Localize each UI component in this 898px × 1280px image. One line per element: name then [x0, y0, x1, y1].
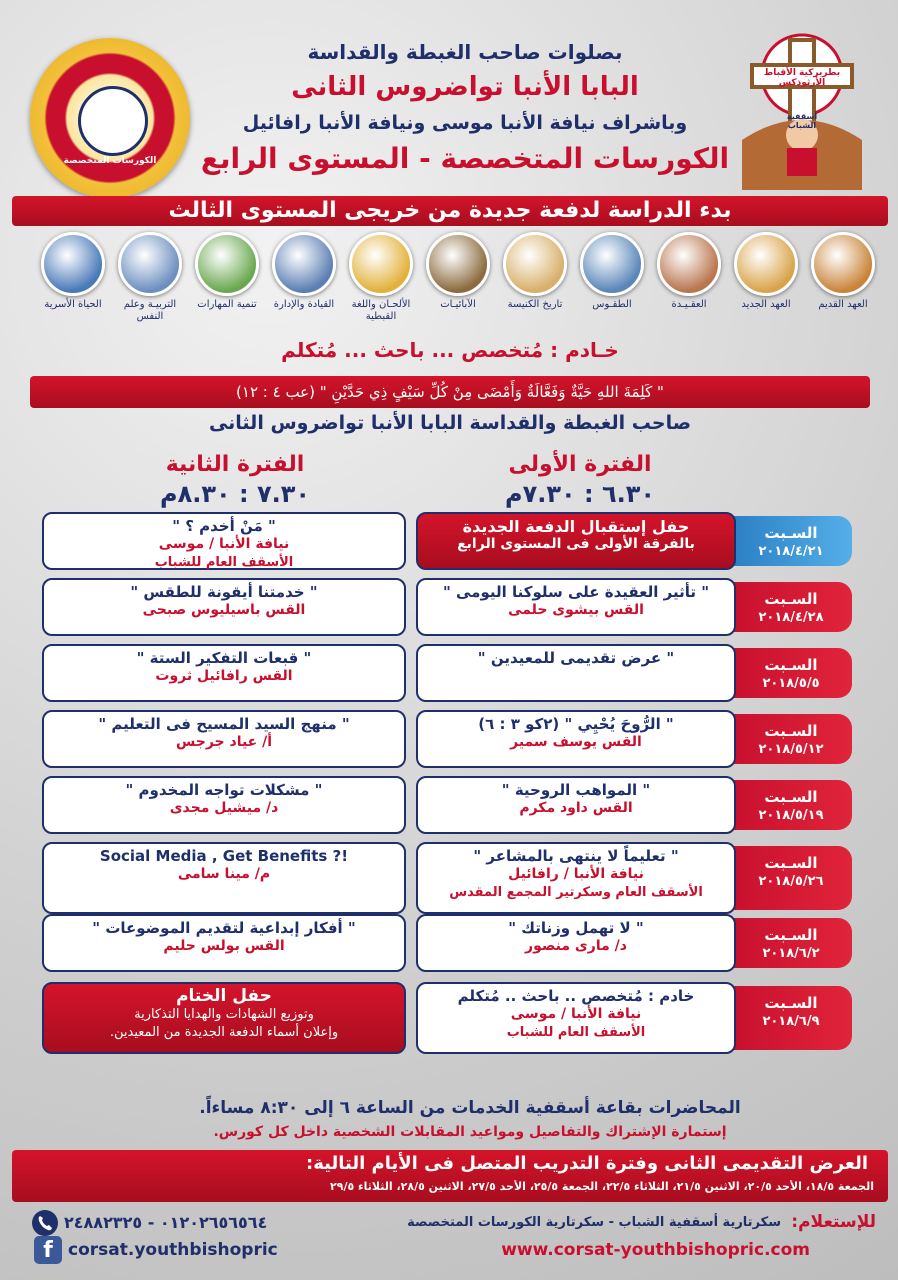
session-date-tab: [730, 714, 852, 764]
period2-session: [42, 842, 406, 914]
period2-line: القس بولس حليم: [163, 938, 285, 954]
period2-line: " أفكار إبداعية لتقديم الموضوعات ": [92, 919, 356, 937]
period1-line: بالفرقة الأولى فى المستوى الرابع: [457, 536, 695, 552]
inquiry-text: سكرتارية أسقفية الشباب - سكرتارية الكورسات المتخصصة: [407, 1215, 781, 1230]
subject-item: [808, 232, 878, 311]
session-date-tab: [730, 918, 852, 968]
period2-session: [42, 578, 406, 636]
courses-logo: [30, 38, 190, 198]
session-day: السـبت: [764, 524, 818, 542]
phone-icon: [32, 1210, 58, 1236]
period1-line: القس داود مكرم: [519, 800, 633, 816]
subject-icon: [426, 232, 490, 296]
phone-number[interactable]: ٠١٢٠٢٦٥٦٥٦٤ - ٢٤٨٨٢٣٢٥: [64, 1213, 268, 1232]
session-day: السـبت: [764, 994, 818, 1012]
session-day: السـبت: [764, 926, 818, 944]
training-days: الجمعة ١٨/٥، الأحد ٢٠/٥، الاثنين ٢١/٥، الثلاثاء ٢٢/٥، الجمعة ٢٥/٥، الأحد ٢٧/٥، الاثنين ٢٨/٥، الثلاثاء ٢٩/٥: [330, 1180, 874, 1193]
period1-line: حفل إستقبال الدفعة الجديدة: [462, 517, 690, 536]
period2-session: [42, 776, 406, 834]
facebook-link[interactable]: corsat.youthbishopric: [68, 1240, 278, 1260]
subject-label: تنمية المهارات: [197, 299, 257, 310]
period1-line: الأسقف العام وسكرتير المجمع المقدس: [449, 885, 703, 900]
session-date-tab: [730, 846, 852, 910]
subject-item: [269, 232, 339, 311]
verse-banner: [30, 376, 870, 408]
period1-line: نيافة الأنبا / موسى: [510, 1006, 642, 1022]
session-date-tab: [730, 582, 852, 632]
session-day: السـبت: [764, 788, 818, 806]
session-date-tab: [730, 648, 852, 698]
period1-session: [416, 842, 736, 914]
subject-label: الحياة الأسرية: [44, 299, 102, 310]
session-date: ٢٠١٨/٥/١٩: [758, 808, 824, 823]
session-date: ٢٠١٨/٦/٩: [762, 1014, 820, 1029]
period1-line: د/ مارى منصور: [525, 938, 627, 954]
subject-icon: [734, 232, 798, 296]
subject-label: تاريخ الكنيسة: [507, 299, 563, 310]
period1-line: " المواهب الروحية ": [501, 781, 651, 799]
subject-icon: [272, 232, 336, 296]
subject-label: الآبائيـات: [440, 299, 476, 310]
subject-item: [192, 232, 262, 311]
period2-title: الفترة الثانية: [165, 452, 305, 477]
period1-session: [416, 982, 736, 1054]
period1-line: " عرض تقديمى للمعيدين ": [477, 649, 675, 667]
page-title: الكورسات المتخصصة - المستوى الرابع: [200, 142, 730, 175]
subject-icon: [118, 232, 182, 296]
motto: خـادم : مُتخصص ... باحث ... مُتكلم: [281, 338, 619, 362]
subject-label: العقـيـدة: [671, 299, 707, 310]
subject-icon: [811, 232, 875, 296]
period1-line: " تأثير العقيدة على سلوكنا اليومى ": [442, 583, 710, 601]
period2-line: القس باسيليوس صبحى: [142, 602, 306, 618]
verse-text: " كَلِمَةَ اللهِ حَيَّةٌ وَفَعَّالَةٌ وَأَمْضَى مِنْ كُلِّ سَيْفٍ ذِي حَدَّيْنِ " (عب ٤ : ١٢): [236, 383, 664, 401]
period2-line: د/ ميشيل مجدى: [169, 800, 279, 816]
subject-item: [423, 232, 493, 311]
period1-session: [416, 776, 736, 834]
period2-session: [42, 512, 406, 570]
inquiry-row: [16, 1210, 876, 1236]
verse-attribution: صاحب الغبطة والقداسة البابا الأنبا تواضروس الثانى: [208, 412, 692, 434]
period1-line: الأسقف العام للشباب: [506, 1025, 646, 1040]
subject-label: العهد القديم: [818, 299, 868, 310]
training-banner: [12, 1150, 888, 1202]
subject-label: التربيـة وعلم النفس: [123, 299, 177, 322]
inquiry-label: للإستعلام:: [791, 1212, 876, 1232]
session-day: السـبت: [764, 722, 818, 740]
session-date: ٢٠١٨/٥/٢٦: [758, 874, 824, 889]
period2-session: [42, 982, 406, 1054]
header-blessing: بصلوات صاحب الغبطة والقداسة: [307, 40, 623, 64]
period2-line: " خدمتنا أيقونة للطقس ": [130, 583, 318, 601]
period2-session: [42, 644, 406, 702]
period1-line: " تعليماً لا ينتهى بالمشاعر ": [473, 847, 679, 865]
period1-time: ٦.٣٠ : ٧.٣٠م: [504, 480, 656, 508]
period2-line: القس رافائيل ثروت: [155, 668, 293, 684]
subject-label: القيادة والإدارة: [273, 299, 335, 310]
session-date: ٢٠١٨/٤/٢١: [758, 544, 824, 559]
session-date: ٢٠١٨/٥/٥: [762, 676, 820, 691]
subject-item: [577, 232, 647, 311]
session-date-tab: [730, 516, 852, 566]
subject-item: [731, 232, 801, 311]
period1-line: " لا تهمل وزناتك ": [508, 919, 644, 937]
logo-left-text: الكورسات المتخصصة: [63, 156, 157, 166]
logo-right-text: بطريركية الأقباط الأرثوذكس: [763, 68, 841, 88]
session-date: ٢٠١٨/٥/١٢: [758, 742, 824, 757]
bishopric-logo: [732, 30, 872, 190]
period2-line: وإعلان أسماء الدفعة الجديدة من المعيدين.: [109, 1025, 339, 1040]
subject-label: الطقـوس: [592, 299, 632, 310]
session-date-tab: [730, 986, 852, 1050]
period1-session: [416, 578, 736, 636]
period2-line: أ/ عياد جرجس: [175, 734, 273, 750]
subject-icon: [349, 232, 413, 296]
period1-session: [416, 512, 736, 570]
cross-emblem: [78, 86, 148, 156]
session-day: السـبت: [764, 656, 818, 674]
period2-line: حفل الختام: [176, 986, 272, 1006]
period2-time: ٧.٣٠ : ٨.٣٠م: [159, 480, 311, 508]
header-supervision: وباشراف نيافة الأنبا موسى ونيافة الأنبا رافائيل: [242, 112, 688, 134]
period2-line: " مشكلات تواجه المخدوم ": [125, 781, 323, 799]
session-day: السـبت: [764, 590, 818, 608]
subject-item: [654, 232, 724, 311]
session-date: ٢٠١٨/٦/٢: [762, 946, 820, 961]
period2-line: " قبعات التفكير الستة ": [136, 649, 312, 667]
period2-line: " منهج السيد المسيح فى التعليم ": [98, 715, 350, 733]
session-day: السـبت: [764, 854, 818, 872]
subject-item: [115, 232, 185, 323]
period2-line: نيافة الأنبا / موسى: [158, 536, 290, 552]
subject-icon: [580, 232, 644, 296]
lectures-note: المحاضرات بقاعة أسقفية الخدمات من الساعة ٦ إلى ٨:٣٠ مساءاً.: [199, 1098, 741, 1118]
period2-line: " مَنْ أخدم ؟ ": [172, 517, 276, 535]
period2-line: الأسقف العام للشباب: [154, 555, 294, 570]
subject-item: [500, 232, 570, 311]
period1-line: " الرُّوحَ يُحْيِي " (٢كو ٣ : ٦): [478, 715, 674, 733]
training-title: العرض التقديمى الثانى وفترة التدريب المتصل فى الأيام التالية:: [306, 1153, 868, 1174]
period2-line: وتوزيع الشهادات والهدايا التذكارية: [134, 1007, 314, 1022]
subject-label: العهد الجديد: [741, 299, 791, 310]
period2-session: [42, 914, 406, 972]
period2-line: Social Media , Get Benefits ?!: [99, 847, 349, 865]
subject-icon: [657, 232, 721, 296]
period1-session: [416, 710, 736, 768]
subject-icon: [195, 232, 259, 296]
subject-icon: [503, 232, 567, 296]
period1-line: خادم : مُتخصص .. باحث .. مُتكلم: [457, 987, 695, 1005]
new-batch-banner: بدء الدراسة لدفعة جديدة من خريجى المستوى الثالث: [12, 196, 888, 226]
period1-line: نيافة الأنبا / رافائيل: [508, 866, 644, 882]
subject-item: [38, 232, 108, 311]
period2-session: [42, 710, 406, 768]
header-pope: البابا الأنبا تواضروس الثانى: [291, 72, 639, 102]
period1-session: [416, 914, 736, 972]
period1-line: القس بيشوى حلمى: [508, 602, 644, 618]
logo-right-sub: أسقفية الشباب: [786, 112, 818, 130]
forms-note: إستمارة الإشتراك والتفاصيل ومواعيد المقابلات الشخصية داخل كل كورس.: [213, 1124, 727, 1140]
subject-icon: [41, 232, 105, 296]
subject-label: الألحـان واللغة القبطية: [351, 299, 411, 322]
website-link[interactable]: www.corsat-youthbishopric.com: [501, 1240, 810, 1260]
session-date-tab: [730, 780, 852, 830]
subject-item: [346, 232, 416, 323]
facebook-icon: f: [34, 1236, 62, 1264]
session-date: ٢٠١٨/٤/٢٨: [758, 610, 824, 625]
period2-line: م/ مينا سامى: [177, 866, 271, 882]
period1-session: [416, 644, 736, 702]
period1-title: الفترة الأولى: [508, 452, 652, 477]
period1-line: القس يوسف سمير: [510, 734, 642, 750]
